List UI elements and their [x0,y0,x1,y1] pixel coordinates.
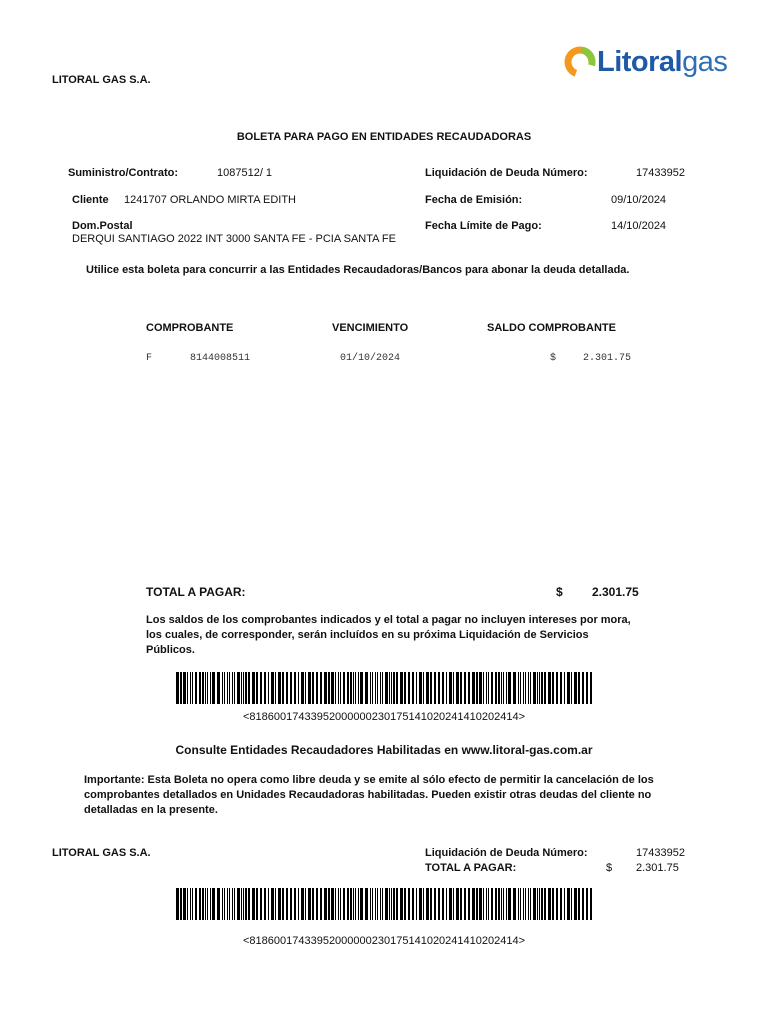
barcode-bar [446,672,447,704]
barcode-bar [479,672,482,704]
barcode-bar [449,888,452,920]
barcode-bar [382,888,383,920]
barcode-bar [205,672,206,704]
barcode-bar [365,888,368,920]
barcode-bar [442,672,444,704]
liquidacion-label: Liquidación de Deuda Número: [425,167,588,179]
th-vencimiento: VENCIMIENTO [332,322,409,334]
barcode-bar [232,672,233,704]
barcode-bar [523,672,524,704]
barcode-bar [556,888,558,920]
barcode-bar [237,888,240,920]
barcode-bar [234,888,235,920]
barcode-bar [229,888,230,920]
barcode-bar [442,888,444,920]
barcode-bar [525,888,526,920]
barcode-bar [385,888,388,920]
total-amount: 2.301.75 [592,585,639,599]
barcode-bar [486,888,487,920]
barcode-bar [271,888,274,920]
barcode-bar [241,888,242,920]
barcode-bar [217,672,220,704]
stub-liq-label: Liquidación de Deuda Número: [425,847,588,859]
barcode-bar [453,888,454,920]
barcode-bar [520,888,521,920]
barcode-bar [365,672,368,704]
barcode-bar [586,672,588,704]
barcode-bar [350,888,352,920]
barcode-bar [380,888,381,920]
barcode-bar [212,672,215,704]
barcode-bar [372,672,373,704]
emision-label: Fecha de Emisión: [425,194,523,206]
barcode-bar [488,672,489,704]
barcode-bar [187,672,188,704]
barcode-bar [256,672,258,704]
total-currency: $ [556,585,563,599]
barcode-bar [552,888,554,920]
barcode-bar [370,672,371,704]
stub-barcode-graphic [176,888,592,920]
barcode-bar [548,888,551,920]
barcode-bar [518,672,519,704]
barcode-bar [513,888,516,920]
barcode-bar [564,888,565,920]
stub-company: LITORAL GAS S.A. [52,847,151,859]
instruction-text: Utilice esta boleta para concurrir a las Entidades Recaudadoras/Bancos para abonar la deuda detallada. [86,264,630,276]
row-vencimiento: 01/10/2024 [340,353,401,364]
barcode-bar [260,888,262,920]
barcode-bar [241,672,242,704]
barcode-bar [347,888,349,920]
logo-brand-sub: gas [682,45,728,78]
barcode-bar [518,888,519,920]
barcode-bar [503,888,504,920]
barcode-bar [460,672,462,704]
barcode-bar [222,672,223,704]
barcode-bar [404,672,406,704]
barcode-bar [408,888,410,920]
barcode-bar [192,888,193,920]
barcode-bar [316,888,318,920]
logo-text [597,46,727,79]
barcode-bar [286,672,288,704]
barcode-bar [513,672,516,704]
barcode-bar [176,672,179,704]
barcode-bar [464,672,466,704]
barcode-bar [412,672,414,704]
barcode-bar [567,888,570,920]
barcode-bar [377,672,378,704]
barcode-bar [382,672,383,704]
barcode-bar [389,672,390,704]
barcode-bar [544,672,546,704]
barcode-bar [360,672,363,704]
barcode-bar [541,672,543,704]
barcode-bar [503,672,504,704]
cliente-label: Cliente [72,194,109,206]
barcode-bar [560,672,562,704]
barcode-bar [523,888,524,920]
barcode-bar [252,888,255,920]
important-text: Importante: Esta Boleta no opera como libre deuda y se emite al sólo efecto de permitir la cancelación de los comprobantes detallados en Unidades Recaudadoras habilitadas. Pueden existir otras deudas del cliente no detalladas en la presente. [84,774,654,816]
barcode-bar [205,888,206,920]
barcode-bar [282,672,284,704]
barcode-bar [460,888,462,920]
barcode-bar [488,888,489,920]
barcode-bar [533,672,536,704]
barcode-bar [434,888,436,920]
limite-label: Fecha Límite de Pago: [425,220,542,232]
barcode-bar [294,888,296,920]
barcode-bar [377,888,378,920]
barcode-bar [391,888,392,920]
th-comprobante: COMPROBANTE [146,322,234,334]
barcode-bar [446,888,447,920]
barcode-bar [353,888,354,920]
consult-text: Consulte Entidades Recaudadores Habilitadas en www.litoral-gas.com.ar [175,743,593,757]
barcode-bar [495,672,497,704]
barcode-bar [275,672,276,704]
barcode-bar [430,888,432,920]
barcode-bar [264,672,266,704]
barcode-bar [256,888,258,920]
barcode-bar [243,888,244,920]
barcode-bar [416,888,417,920]
barcode-bar [582,672,584,704]
barcode-bar [472,672,475,704]
barcode-bar [400,888,403,920]
barcode-bar [268,888,269,920]
barcode-bar [248,672,250,704]
barcode-bar [385,672,388,704]
barcode-bar [539,672,540,704]
liquidacion-value: 17433952 [636,167,685,179]
barcode-bar [438,888,440,920]
barcode-bar [355,888,356,920]
barcode-bar [476,672,478,704]
barcode-bar [207,672,208,704]
barcode-bar [245,672,247,704]
barcode-bar [574,672,577,704]
barcode-bar [180,888,182,920]
barcode-bar [498,888,500,920]
barcode-bar [574,888,577,920]
barcode-bar [578,888,580,920]
barcode-bar [544,888,546,920]
barcode-bar [456,672,459,704]
barcode-bar [491,672,493,704]
barcode-bar [567,672,570,704]
dom-postal-label: Dom.Postal [72,220,133,232]
barcode-bar [187,888,188,920]
barcode-bar [520,672,521,704]
barcode-bar [400,672,403,704]
th-saldo: SALDO COMPROBANTE [487,322,616,334]
barcode-bar [530,888,531,920]
barcode-bar [232,888,233,920]
barcode-bar [252,672,255,704]
barcode-bar [199,672,201,704]
barcode-bar [468,888,470,920]
row-moneda: $ [550,353,557,364]
barcode-bar [268,672,269,704]
barcode-bar [224,888,225,920]
barcode-bar [358,888,359,920]
barcode-bar [324,672,327,704]
barcode-bar [335,672,336,704]
barcode-bar [537,888,538,920]
barcode-bar [533,888,536,920]
barcode-bar [312,672,314,704]
barcode-bar [331,888,334,920]
barcode-bar [537,672,538,704]
barcode-bar [305,888,306,920]
barcode-bar [237,672,240,704]
barcode-bar [556,672,558,704]
barcode-bar [340,888,341,920]
barcode-bar [248,888,250,920]
barcode-bar [227,888,228,920]
logo-brand-main: Litoral [597,45,683,78]
barcode-bar [260,672,262,704]
barcode-bar [328,672,330,704]
barcode-bar [375,672,376,704]
logo-mark-icon [563,45,597,79]
barcode-bar [476,888,478,920]
barcode-bar [389,888,390,920]
barcode-bar [298,672,299,704]
barcode-bar [229,672,230,704]
stub-liq-value: 17433952 [636,847,685,859]
barcode-bar [286,888,288,920]
barcode-bar [416,672,417,704]
barcode-bar [479,888,482,920]
barcode-bar [190,888,191,920]
barcode-bar [582,888,584,920]
barcode-bar [434,672,436,704]
barcode-bar [412,888,414,920]
barcode-bar [560,888,562,920]
barcode-bar [464,888,466,920]
litoralgas-logo [563,44,727,80]
suministro-value: 1087512/ 1 [217,167,273,179]
row-numero: 8144008511 [190,353,251,364]
barcode-bar [423,888,424,920]
barcode-bar [331,672,334,704]
barcode-bar [548,672,551,704]
barcode-bar [372,888,373,920]
barcode-bar [301,672,304,704]
barcode-bar [453,672,454,704]
barcode-bar [571,888,572,920]
barcode-bar [278,672,281,704]
barcode-bar [210,672,211,704]
barcode-bar [305,672,306,704]
barcode-bar [426,888,429,920]
barcode-bar [358,672,359,704]
barcode-bar [224,672,225,704]
barcode-bar [290,888,292,920]
barcode-bar [391,672,392,704]
barcode-bar [243,672,244,704]
barcode-bar [508,888,511,920]
barcode-bar [408,672,410,704]
barcode-number: <81860017433952000000230175141020241410202414> [242,711,526,723]
barcode-bar [449,672,452,704]
barcode-bar [312,888,314,920]
barcode-bar [552,672,554,704]
barcode-bar [468,672,470,704]
barcode-bar [290,672,292,704]
barcode-bar [404,888,406,920]
barcode-bar [245,888,247,920]
barcode-bar [294,672,296,704]
barcode-bar [501,672,502,704]
total-label: TOTAL A PAGAR: [146,585,246,599]
barcode-bar [438,672,440,704]
barcode-bar [590,672,592,704]
barcode-bar [586,888,588,920]
barcode-bar [278,888,281,920]
barcode-bar [282,888,284,920]
barcode-bar [419,888,422,920]
note-text: Los saldos de los comprobantes indicados y el total a pagar no incluyen intereses por mora, los cuales, de corresponder, serán incluídos en su próxima Liquidación de Servicios Públicos. [146,614,631,656]
barcode-bar [234,672,235,704]
barcode-bar [501,888,502,920]
barcode-bar [498,672,500,704]
barcode-bar [419,672,422,704]
barcode-bar [541,888,543,920]
barcode-bar [456,888,459,920]
barcode-bar [393,672,395,704]
limite-value: 14/10/2024 [611,220,667,232]
barcode-bar [423,672,424,704]
barcode-bar [483,672,484,704]
barcode-bar [491,888,493,920]
barcode-bar [176,888,179,920]
barcode-bar [360,888,363,920]
barcode-bar [347,672,349,704]
barcode-bar [210,888,211,920]
stub-total-currency: $ [606,862,613,874]
barcode-bar [202,672,204,704]
barcode-bar [212,888,215,920]
barcode-bar [506,672,507,704]
emision-value: 09/10/2024 [611,194,667,206]
cliente-value: 1241707 ORLANDO MIRTA EDITH [124,194,296,206]
barcode-bar [275,888,276,920]
barcode-bar [483,888,484,920]
barcode-bar [530,672,531,704]
barcode-bar [343,888,345,920]
barcode-bar [316,672,318,704]
suministro-label: Suministro/Contrato: [68,167,178,179]
barcode-bar [207,888,208,920]
barcode-bar [564,672,565,704]
barcode-bar [180,672,182,704]
barcode-bar [472,888,475,920]
dom-postal-value: DERQUI SANTIAGO 2022 INT 3000 SANTA FE - PCIA SANTA FE [72,233,396,245]
barcode-bar [222,888,223,920]
barcode-bar [578,672,580,704]
barcode-bar [264,888,266,920]
barcode-bar [324,888,327,920]
barcode-bar [375,888,376,920]
barcode-graphic [176,672,592,704]
barcode-bar [590,888,592,920]
barcode-bar [202,888,204,920]
barcode-bar [190,672,191,704]
barcode-bar [495,888,497,920]
barcode-bar [338,888,339,920]
barcode-bar [227,672,228,704]
stub-barcode-number: <81860017433952000000230175141020241410202414> [242,935,526,947]
barcode-bar [350,672,352,704]
barcode-bar [183,672,186,704]
barcode-bar [380,672,381,704]
barcode-bar [396,888,398,920]
barcode-bar [355,672,356,704]
row-tipo: F [146,353,153,364]
barcode-bar [301,888,304,920]
barcode-bar [525,672,526,704]
barcode-bar [528,888,529,920]
barcode-bar [195,672,197,704]
barcode-bar [506,888,507,920]
barcode-bar [393,888,395,920]
barcode-bar [298,888,299,920]
barcode-bar [486,672,487,704]
barcode-bar [508,672,511,704]
barcode-bar [335,888,336,920]
barcode-bar [308,888,311,920]
barcode-bar [271,672,274,704]
barcode-bar [396,672,398,704]
row-saldo: 2.301.75 [583,353,632,364]
barcode-bar [217,888,220,920]
barcode-bar [192,672,193,704]
barcode-bar [343,672,345,704]
barcode-bar [328,888,330,920]
barcode-bar [430,672,432,704]
barcode-bar [571,672,572,704]
page-title: BOLETA PARA PAGO EN ENTIDADES RECAUDADORAS [236,131,532,143]
company-name: LITORAL GAS S.A. [52,74,151,86]
stub-total-amount: 2.301.75 [636,862,679,874]
barcode-bar [528,672,529,704]
barcode-bar [183,888,186,920]
barcode-bar [195,888,197,920]
barcode-bar [320,672,322,704]
barcode-bar [539,888,540,920]
barcode-bar [353,672,354,704]
barcode-bar [320,888,322,920]
barcode-bar [340,672,341,704]
barcode-bar [426,672,429,704]
barcode-bar [199,888,201,920]
barcode-bar [338,672,339,704]
barcode-bar [370,888,371,920]
barcode-bar [308,672,311,704]
stub-total-label: TOTAL A PAGAR: [425,862,517,874]
